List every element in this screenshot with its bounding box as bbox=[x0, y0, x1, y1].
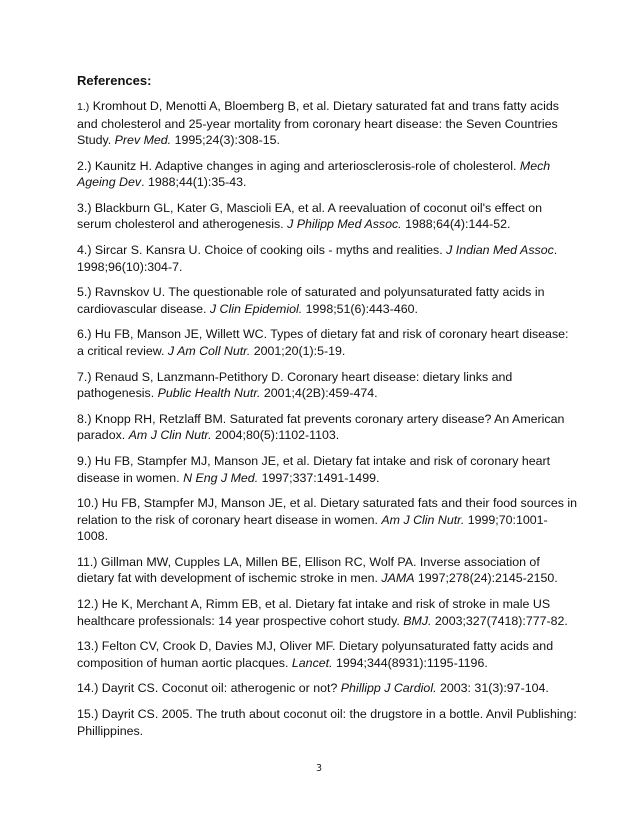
reference-text: Kromhout D, Menotti A, Bloemberg B, et al. Dietary saturated fat and trans fatty acids and cholesterol and 25-year mortality from coronary heart disease: the Seven Countries Study. bbox=[77, 99, 559, 147]
reference-number: 1.) bbox=[77, 101, 90, 113]
reference-item bbox=[77, 326, 577, 359]
reference-number: 3.) bbox=[77, 200, 92, 215]
reference-text: Ravnskov U. The questionable role of saturated and polyunsaturated fatty acids in cardiovascular disease. bbox=[77, 285, 545, 316]
reference-source: J Clin Epidemiol. bbox=[209, 301, 303, 316]
reference-item bbox=[77, 680, 577, 697]
reference-source: BMJ. bbox=[403, 613, 432, 628]
reference-number: 14.) bbox=[77, 681, 99, 696]
reference-citation: 1995;24(3):308-15. bbox=[171, 133, 280, 147]
reference-item bbox=[77, 453, 577, 486]
reference-source: Public Health Nutr. bbox=[157, 386, 261, 401]
reference-text: Kaunitz H. Adaptive changes in aging and arteriosclerosis-role of cholesterol. bbox=[91, 158, 520, 173]
reference-citation: 1999;70:1001-1008. bbox=[77, 512, 548, 544]
reference-text: Dayrit CS. 2005. The truth about coconut oil: the drugstore in a bottle. Anvil Publishing: Phillippines. bbox=[77, 707, 577, 738]
reference-item bbox=[77, 495, 577, 545]
reference-text: Sircar S. Kansra U. Choice of cooking oils - myths and realities. bbox=[91, 243, 447, 258]
reference-citation: 1997;337:1491-1499. bbox=[258, 470, 380, 485]
reference-citation: 2001;4(2B):459-474. bbox=[260, 386, 378, 401]
reference-text: Gillman MW, Cupples LA, Millen BE, Ellison RC, Wolf PA. Inverse association of dietary fat with development of ischemic stroke in men. bbox=[77, 554, 540, 586]
reference-citation: 2001;20(1):5-19. bbox=[250, 343, 346, 358]
reference-citation: 2003: 31(3):97-104. bbox=[436, 681, 549, 696]
reference-source: J Philipp Med Assoc. bbox=[287, 217, 402, 232]
reference-number: 2.) bbox=[77, 158, 92, 173]
reference-number: 12.) bbox=[77, 597, 99, 612]
reference-text: Felton CV, Crook D, Davies MJ, Oliver MF. Dietary polyunsaturated fatty acids and composition of human aortic placques. bbox=[77, 639, 554, 670]
reference-number: 11.) bbox=[77, 554, 98, 569]
reference-text: Hu FB, Stampfer MJ, Manson JE, et al. Dietary fat intake and risk of coronary heart disease in women. bbox=[77, 454, 551, 485]
reference-item bbox=[77, 98, 577, 149]
reference-citation: 2004;80(5):1102-1103. bbox=[211, 428, 340, 443]
reference-item bbox=[77, 638, 577, 671]
reference-item bbox=[77, 554, 577, 587]
reference-number: 7.) bbox=[77, 369, 92, 384]
reference-source: J Indian Med Assoc bbox=[446, 243, 554, 258]
reference-number: 4.) bbox=[77, 243, 92, 258]
reference-source: J Am Coll Nutr. bbox=[167, 343, 251, 358]
reference-text: Knopp RH, Retzlaff BM. Saturated fat prevents coronary artery disease? An American paradox. bbox=[77, 411, 565, 443]
reference-citation: 1998;51(6):443-460. bbox=[302, 301, 418, 316]
reference-source: Phillipp J Cardiol. bbox=[340, 681, 437, 696]
reference-item bbox=[77, 369, 577, 402]
reference-text: Dayrit CS. Coconut oil: atherogenic or not? bbox=[98, 681, 341, 696]
reference-number: 13.) bbox=[77, 639, 99, 654]
reference-source: Prev Med. bbox=[114, 133, 172, 147]
reference-number: 8.) bbox=[77, 411, 92, 426]
reference-number: 15.) bbox=[77, 707, 99, 722]
reference-source: Am J Clin Nutr. bbox=[381, 512, 465, 527]
reference-text: Hu FB, Stampfer MJ, Manson JE, et al. Dietary saturated fats and their food sources in relation to the risk of coronary heart disease in women. bbox=[77, 496, 577, 527]
reference-number: 5.) bbox=[77, 285, 92, 300]
reference-text: Blackburn GL, Kater G, Mascioli EA, et al. A reevaluation of coconut oil's effect on serum cholesterol and atherogenesis. bbox=[77, 200, 542, 232]
reference-item bbox=[77, 284, 577, 317]
reference-number: 10.) bbox=[77, 496, 99, 511]
reference-source: N Eng J Med. bbox=[183, 470, 259, 485]
reference-citation: . 1988;44(1):35-43. bbox=[141, 175, 247, 190]
reference-number: 6.) bbox=[77, 327, 92, 342]
reference-citation: 1997;278(24):2145-2150. bbox=[414, 571, 558, 586]
reference-source: Mech Ageing Dev bbox=[77, 158, 551, 190]
reference-text: Hu FB, Manson JE, Willett WC. Types of dietary fat and risk of coronary heart disease: a critical review. bbox=[77, 327, 569, 358]
reference-item bbox=[77, 158, 577, 191]
reference-citation: 2003;327(7418):777-82. bbox=[431, 613, 568, 628]
reference-item bbox=[77, 200, 577, 233]
reference-item bbox=[77, 596, 577, 629]
reference-list bbox=[77, 98, 577, 748]
reference-source: Am J Clin Nutr. bbox=[128, 428, 212, 443]
reference-item bbox=[77, 706, 577, 739]
reference-text: Renaud S, Lanzmann-Petithory D. Coronary heart disease: dietary links and pathogenesis. bbox=[77, 369, 513, 401]
reference-source: Lancet. bbox=[291, 655, 333, 670]
reference-citation: . 1998;96(10):304-7. bbox=[77, 243, 558, 274]
reference-item bbox=[77, 242, 577, 275]
reference-citation: 1994;344(8931):1195-1196. bbox=[332, 655, 488, 670]
reference-text: He K, Merchant A, Rimm EB, et al. Dietary fat intake and risk of stroke in male US healthcare professionals: 14 year prospective cohort study. bbox=[77, 597, 551, 628]
reference-source: JAMA bbox=[381, 571, 415, 586]
reference-number: 9.) bbox=[77, 454, 92, 468]
reference-citation: 1988;64(4):144-52. bbox=[401, 217, 511, 232]
references-heading: References: bbox=[77, 73, 152, 88]
reference-item bbox=[77, 411, 577, 444]
page-number: 3 bbox=[315, 763, 323, 774]
